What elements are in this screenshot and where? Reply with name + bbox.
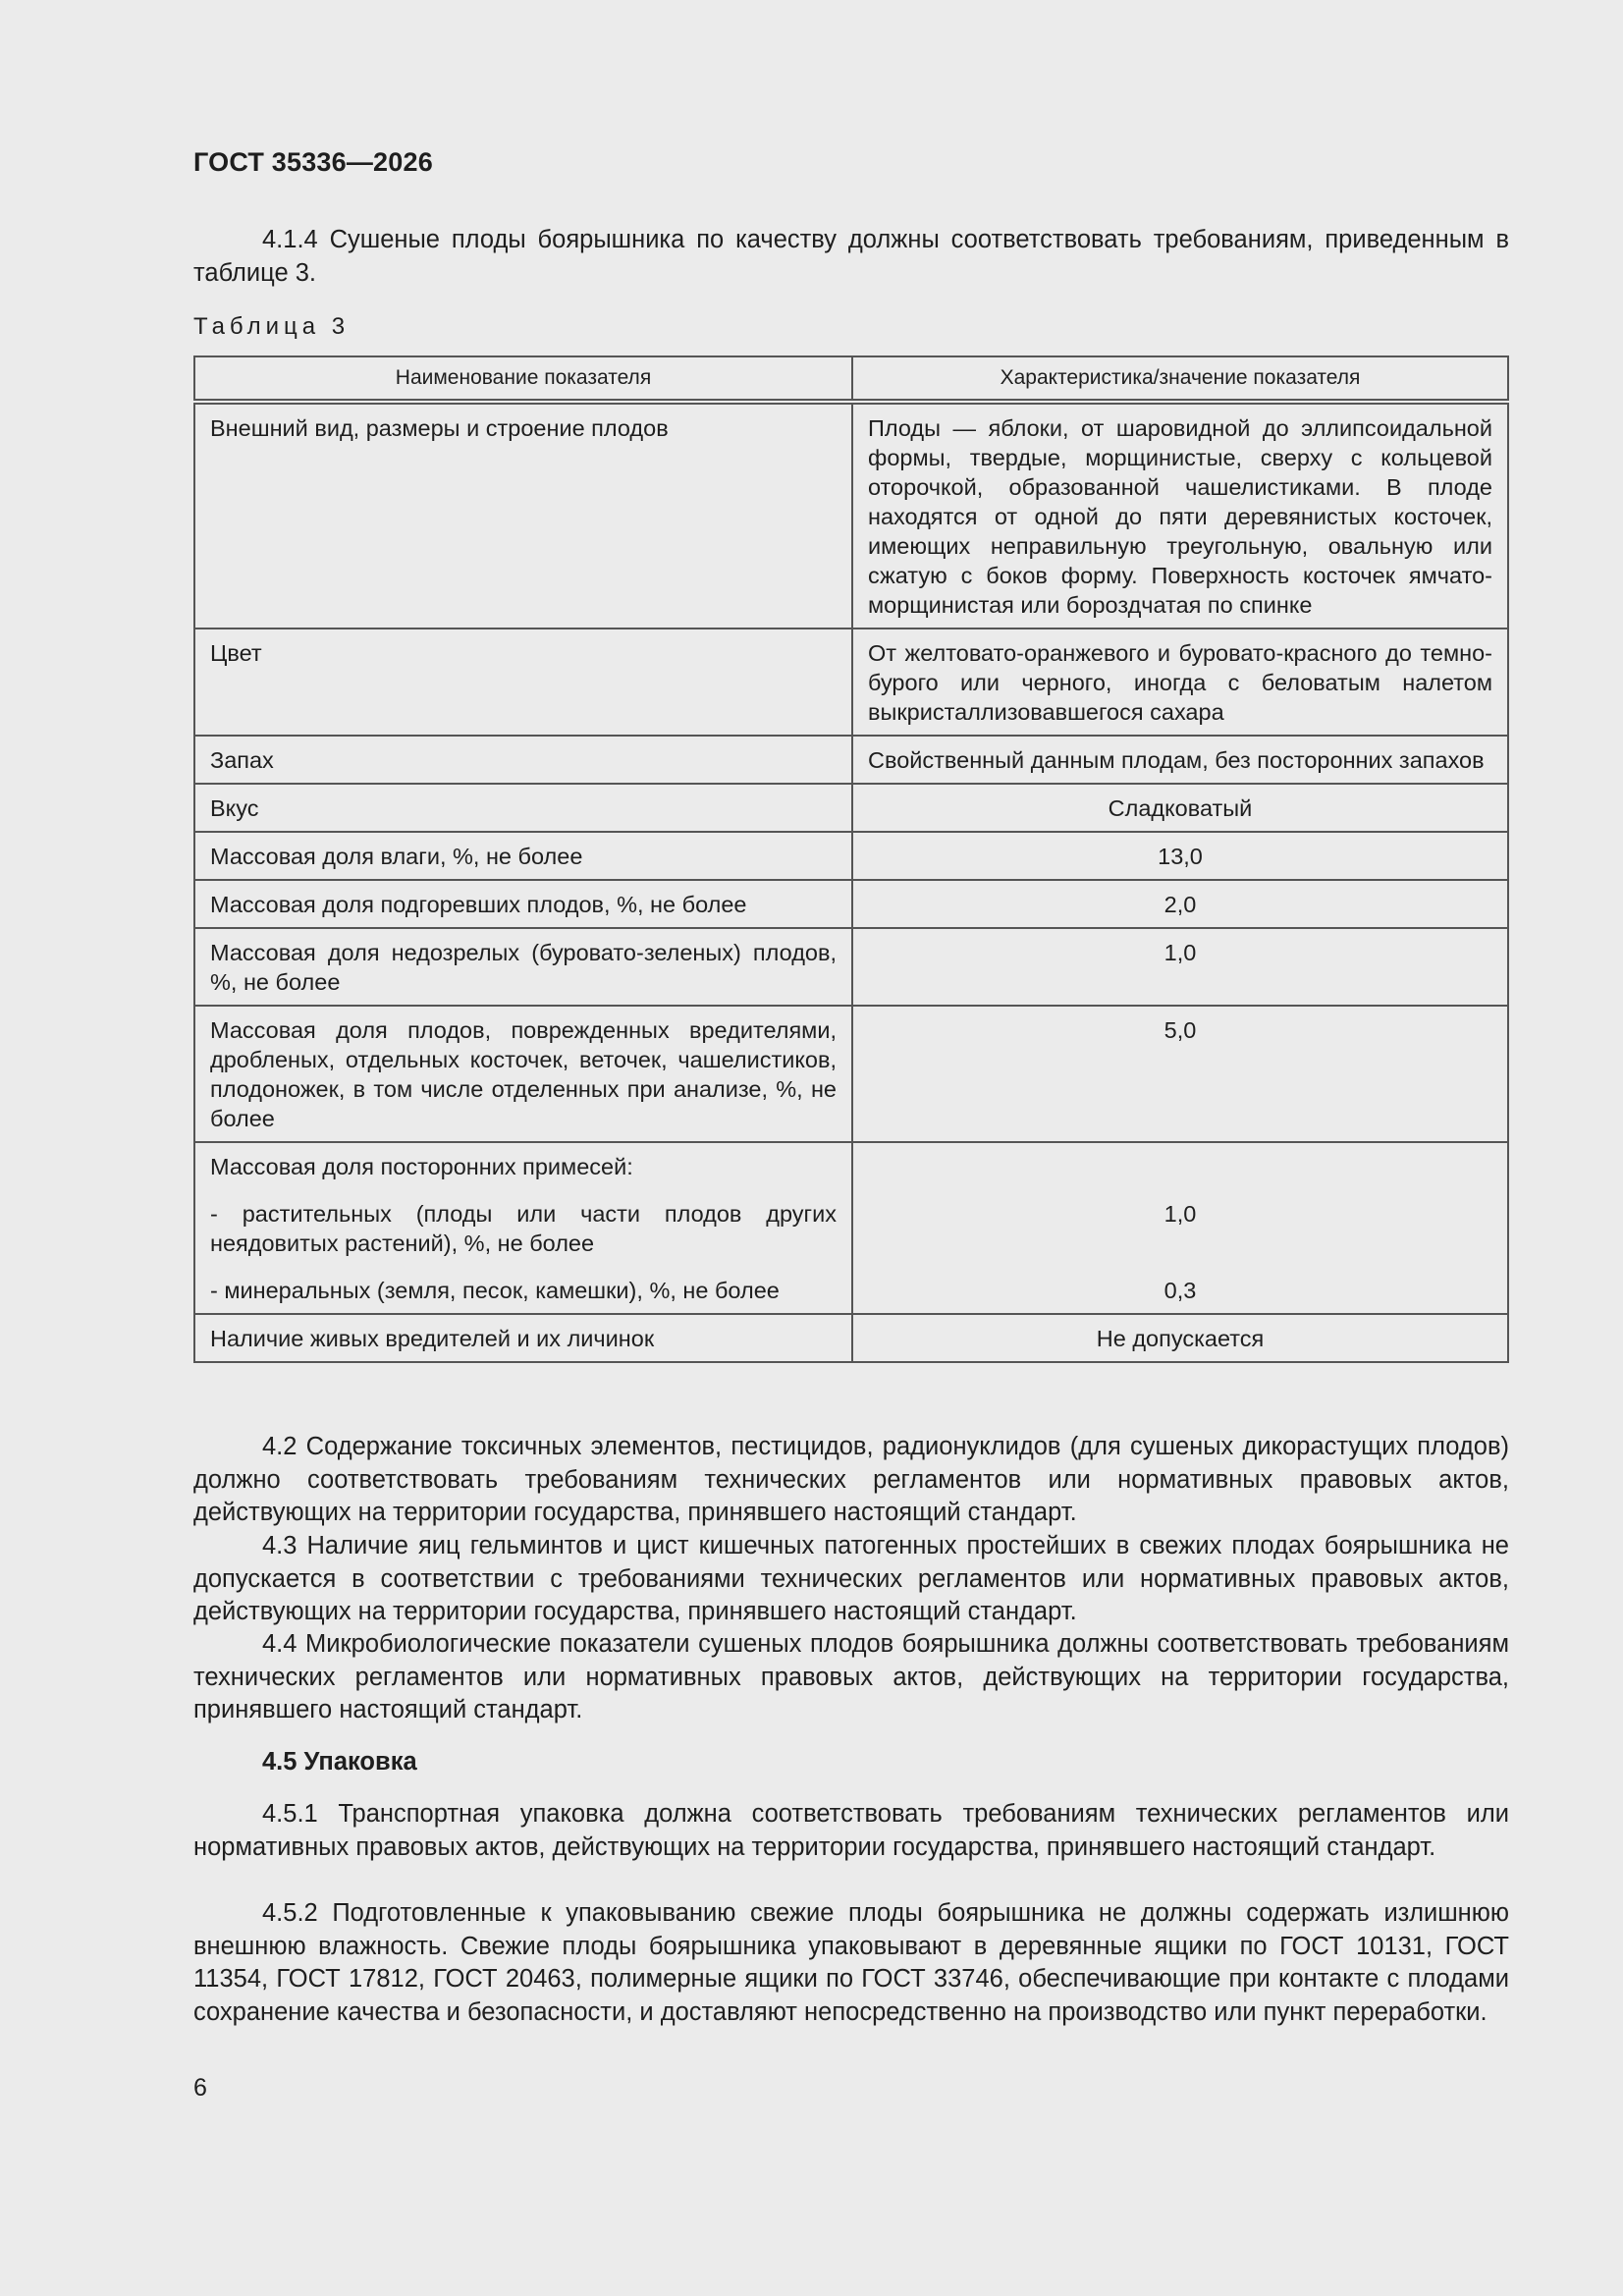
table-row <box>194 784 1508 832</box>
indicator-name: Массовая доля недозрелых (буровато-зеленых) плодов, %, не более <box>194 928 852 1006</box>
paragraph-4-4: 4.4 Микробиологические показатели сушеных плодов боярышника должны соответствовать требованиям технических регламентов или нормативных правовых актов, действующих на территории государства, принявшего настоящий стандарт. <box>193 1630 1509 1723</box>
page-number: 6 <box>193 2074 207 2102</box>
indicator-value: 2,0 <box>852 880 1508 928</box>
table-row <box>194 1006 1508 1142</box>
indicator-value: От желтовато-оранжевого и буровато-красного до темно-бурого или черного, иногда с беловатым налетом выкристаллизовавшегося сахара <box>852 629 1508 736</box>
table-row <box>194 880 1508 928</box>
indicator-value: Сладковатый <box>852 784 1508 832</box>
indicator-value: Плоды — яблоки, от шаровидной до эллипсоидальной формы, твердые, морщинистые, сверху с кольцевой оторочкой, образованной чашелистиками. В плоде находятся от одной до пяти деревянистых косточек, имеющих неправильную треугольную, овальную или сжатую с боков форму. Поверхность косточек ямчато-морщинистая или бороздчатая по спинке <box>852 402 1508 629</box>
table-row <box>194 928 1508 1006</box>
indicator-name: Запах <box>194 736 852 784</box>
indicator-value: 13,0 <box>852 832 1508 880</box>
indicator-value: 1,0 <box>852 928 1508 1006</box>
column-header-value: Характеристика/значение показателя <box>852 356 1508 402</box>
table-header-row <box>194 356 1508 402</box>
indicator-sub-value: 0,3 <box>1163 1278 1197 1303</box>
table-row <box>194 1142 1508 1314</box>
indicator-value: Свойственный данным плодам, без посторонних запахов <box>852 736 1508 784</box>
quality-requirements-table <box>193 355 1509 1363</box>
indicator-value-group <box>852 1142 1508 1314</box>
indicator-group-spacer <box>868 1152 1492 1181</box>
table-row <box>194 1314 1508 1362</box>
indicator-sub-value: 1,0 <box>1163 1201 1197 1227</box>
paragraph-4-3: 4.3 Наличие яиц гельминтов и цист кишечных патогенных простейших в свежих плодах боярышника не допускается в соответствии с требованиями технических регламентов или нормативных правовых актов, действующих на территории государства, принявшего настоящий стандарт. <box>193 1532 1509 1625</box>
table-row <box>194 736 1508 784</box>
document-header-id: ГОСТ 35336—2026 <box>193 147 433 177</box>
indicator-name: Массовая доля плодов, поврежденных вредителями, дробленых, отдельных косточек, веточек, чашелистиков, плодоножек, в том числе отделенных при анализе, %, не более <box>194 1006 852 1142</box>
indicator-value: 5,0 <box>852 1006 1508 1142</box>
indicator-name: Массовая доля подгоревших плодов, %, не более <box>194 880 852 928</box>
indicator-name: Наличие живых вредителей и их личинок <box>194 1314 852 1362</box>
paragraph-4-5-1: 4.5.1 Транспортная упаковка должна соответствовать требованиям технических регламентов или нормативных правовых актов, действующих на территории государства, принявшего настоящий стандарт. <box>193 1800 1509 1861</box>
table-caption: Таблица 3 <box>193 313 351 340</box>
paragraph-4-1-4: 4.1.4 Сушеные плоды боярышника по качеству должны соответствовать требованиям, приведенным в таблице 3. <box>193 226 1509 287</box>
indicator-sub-name: - минеральных (земля, песок, камешки), %, не более <box>210 1278 780 1303</box>
paragraph-4-2: 4.2 Содержание токсичных элементов, пестицидов, радионуклидов (для сушеных дикорастущих плодов) должно соответствовать требованиям технических регламентов или нормативных правовых актов, действующих на территории государства, принявшего настоящий стандарт. <box>193 1433 1509 1526</box>
indicator-name: Внешний вид, размеры и строение плодов <box>194 402 852 629</box>
indicator-name: Цвет <box>194 629 852 736</box>
indicator-value: Не допускается <box>852 1314 1508 1362</box>
paragraph-4-5-2: 4.5.2 Подготовленные к упаковыванию свежие плоды боярышника не должны содержать излишнюю внешнюю влажность. Свежие плоды боярышника упаковывают в деревянные ящики по ГОСТ 10131, ГОСТ 11354, ГОСТ 17812, ГОСТ 20463, полимерные ящики по ГОСТ 33746, обеспечивающие при контакте с плодами сохранение качества и безопасности, и доставляют непосредственно на производство или пункт переработки. <box>193 1899 1509 2026</box>
indicator-group-title: Массовая доля посторонних примесей: <box>210 1154 633 1179</box>
indicator-sub-name: - растительных (плоды или части плодов других неядовитых растений), %, не более <box>210 1201 837 1256</box>
section-heading-4-5: 4.5 Упаковка <box>262 1748 417 1776</box>
column-header-indicator: Наименование показателя <box>194 356 852 402</box>
table-row <box>194 402 1508 629</box>
table-row <box>194 629 1508 736</box>
table-row <box>194 832 1508 880</box>
indicator-name: Массовая доля влаги, %, не более <box>194 832 852 880</box>
indicator-name-group <box>194 1142 852 1314</box>
indicator-name: Вкус <box>194 784 852 832</box>
